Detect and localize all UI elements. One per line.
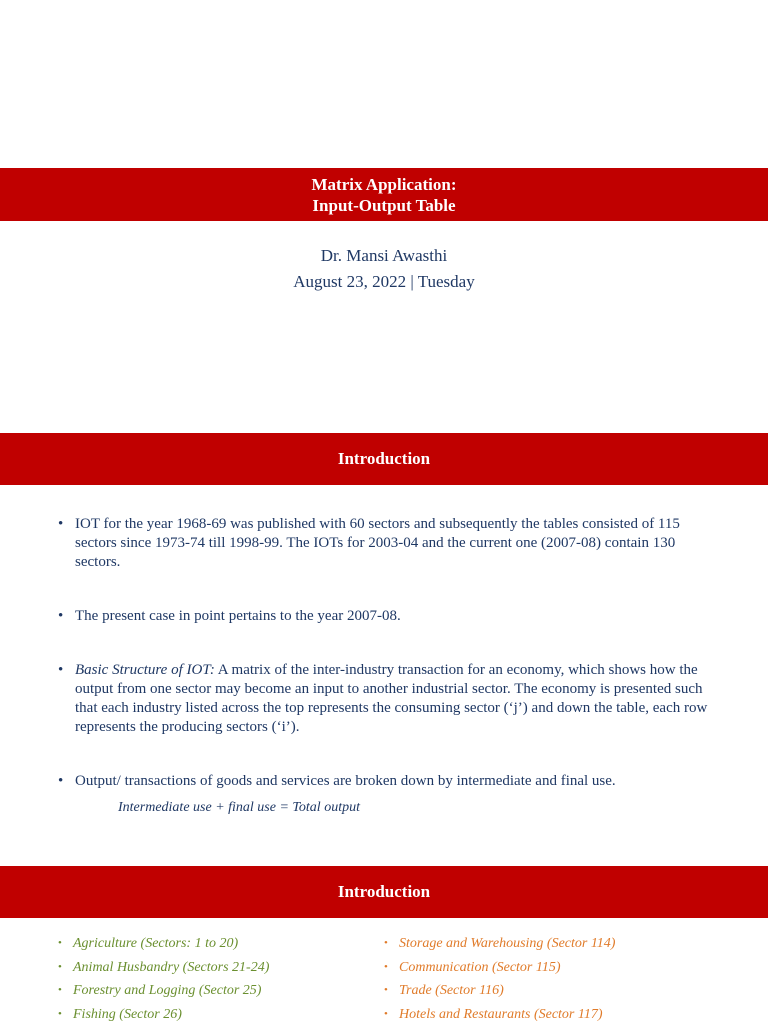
bullet-glyph: • [384, 932, 388, 956]
title-line-1: Matrix Application: [0, 174, 768, 195]
sector-list-left [58, 932, 269, 1026]
list-item-text: Communication (Sector 115) [399, 960, 561, 975]
bullet-glyph: • [58, 515, 63, 534]
sector-list-right [384, 932, 615, 1026]
list-item [384, 1003, 615, 1026]
section-heading [0, 433, 768, 485]
list-item-text: Storage and Warehousing (Sector 114) [399, 936, 615, 951]
list-item [58, 956, 269, 980]
bullet-item [58, 661, 718, 737]
bullet-glyph: • [58, 932, 62, 956]
bullet-glyph: • [58, 772, 63, 791]
bullet-glyph: • [384, 1003, 388, 1026]
section-heading [0, 866, 768, 918]
bullet-glyph: • [58, 607, 63, 626]
bullet-text: IOT for the year 1968-69 was published with 60 sectors and subsequently the tables consisted of 115 sectors since 1973-74 till 1998-99. The IOTs for 2003-04 and the current one (2007-08) contain 130 sectors. [75, 516, 680, 570]
presentation-date: August 23, 2022 | Tuesday [0, 269, 768, 295]
bullet-item [58, 772, 718, 791]
list-item [384, 932, 615, 956]
list-item-text: Fishing (Sector 26) [73, 1007, 182, 1022]
title-line-2: Input-Output Table [0, 195, 768, 216]
list-item-text: Animal Husbandry (Sectors 21-24) [73, 960, 269, 975]
section-heading-text: Introduction [0, 866, 768, 918]
list-item-text: Trade (Sector 116) [399, 983, 504, 998]
bullet-item [58, 607, 718, 626]
list-item-text: Forestry and Logging (Sector 25) [73, 983, 261, 998]
section-heading-text: Introduction [0, 433, 768, 485]
bullet-glyph: • [384, 979, 388, 1003]
list-item [58, 932, 269, 956]
list-item [384, 979, 615, 1003]
bullet-lead: Basic Structure of IOT: [75, 662, 215, 678]
list-item [58, 979, 269, 1003]
bullet-glyph: • [384, 956, 388, 980]
bullet-item [58, 515, 718, 572]
title-banner [0, 168, 768, 221]
formula: Intermediate use + final use = Total output [118, 800, 360, 816]
author-name: Dr. Mansi Awasthi [0, 243, 768, 269]
list-item-text: Agriculture (Sectors: 1 to 20) [73, 936, 238, 951]
list-item [58, 1003, 269, 1026]
bullet-glyph: • [58, 979, 62, 1003]
list-item-text: Hotels and Restaurants (Sector 117) [399, 1007, 603, 1022]
bullet-glyph: • [58, 956, 62, 980]
author-block [0, 243, 768, 295]
bullet-glyph: • [58, 1003, 62, 1026]
list-item [384, 956, 615, 980]
bullet-text: The present case in point pertains to the year 2007-08. [75, 608, 401, 624]
bullet-text: Output/ transactions of goods and services are broken down by intermediate and final use. [75, 773, 616, 789]
bullet-text: A matrix of the inter-industry transaction for an economy, which shows how the output from one sector may become an input to another industrial sector. The economy is presented such that each industry listed across the top represents the consuming sector (‘j’) and down the table, each row represents the producing sectors (‘i’). [75, 662, 707, 735]
bullet-glyph: • [58, 661, 63, 680]
